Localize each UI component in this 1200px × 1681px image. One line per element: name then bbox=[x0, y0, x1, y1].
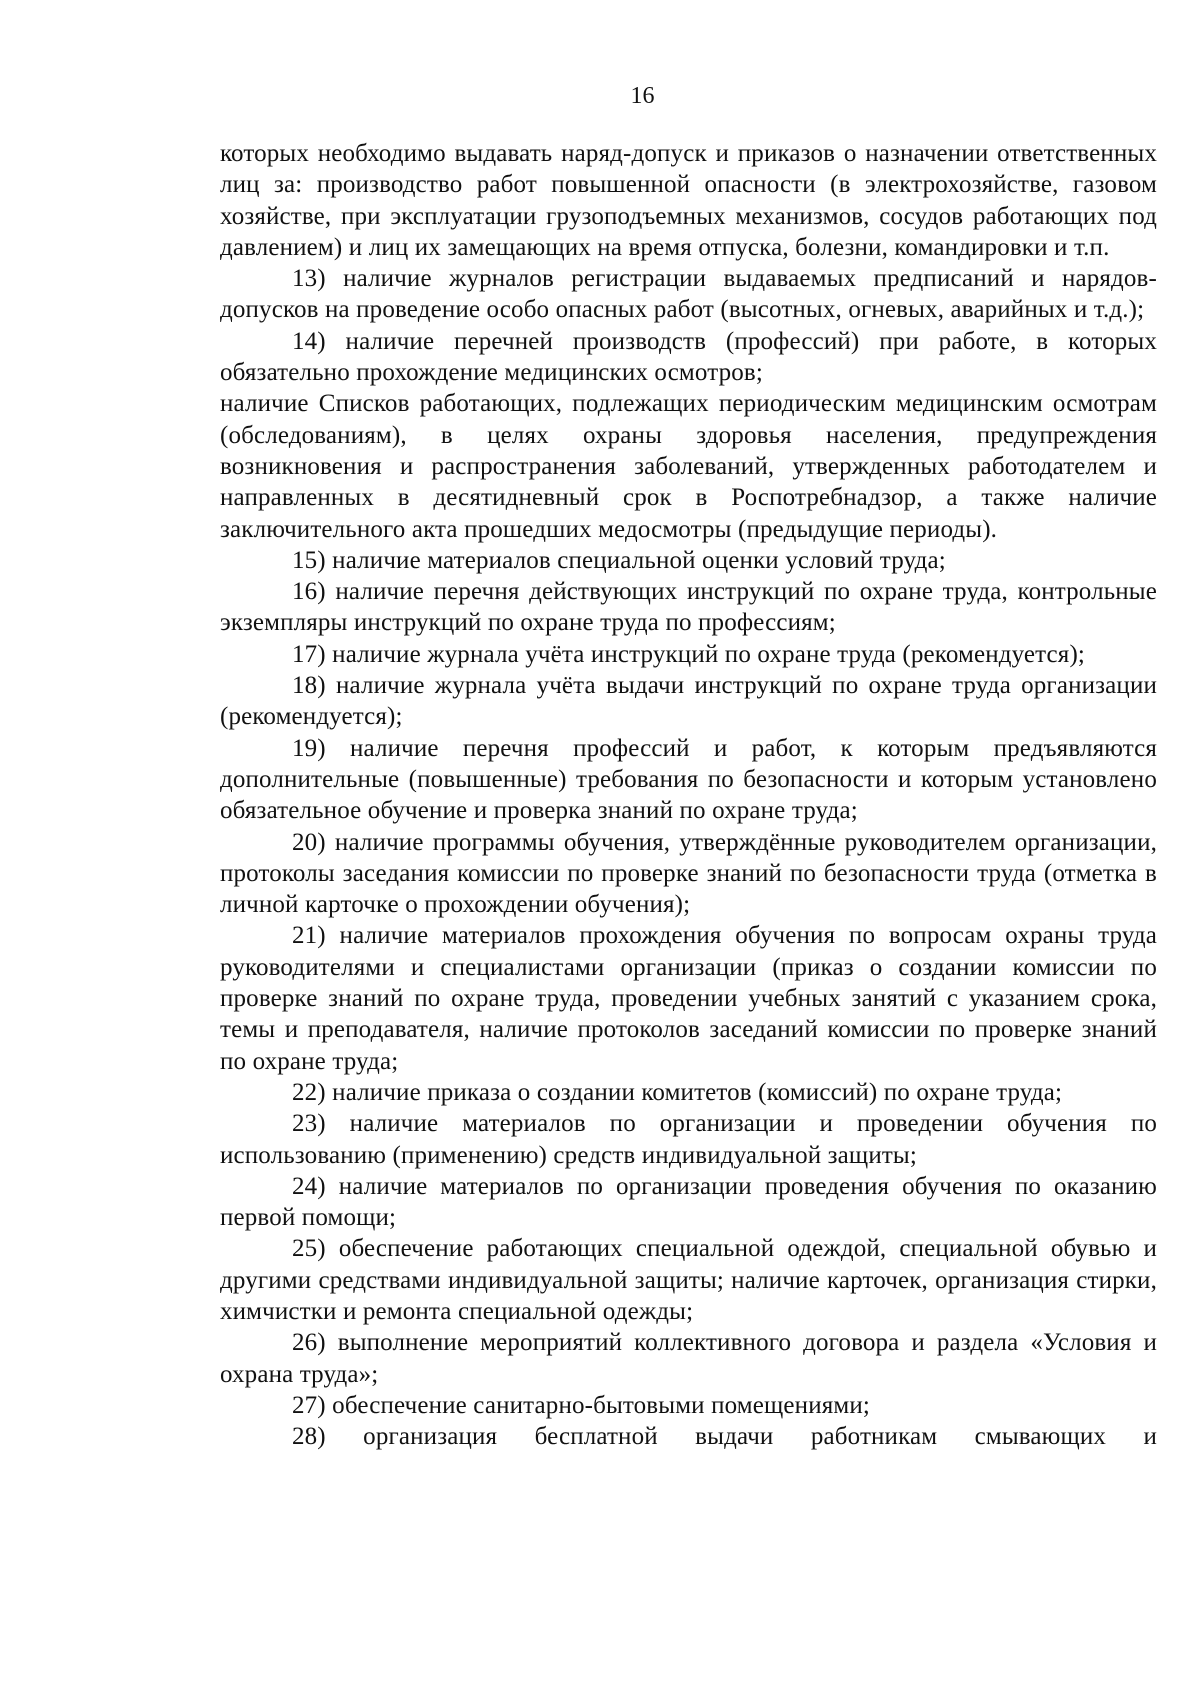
paragraph-item-22: 22) наличие приказа о создании комитетов (комиссий) по охране труда; bbox=[292, 1078, 1063, 1106]
paragraph-item-21: 21) наличие материалов прохождения обучения по вопросам охраны труда руководителями и специалистами организации (приказ о создании комиссии по проверке знаний по охране труда, проведении учебных занятий с указанием срока, темы и преподавателя, наличие протоколов заседаний комиссии по проверке знаний по охране труда; bbox=[220, 922, 1157, 1075]
paragraph-item-25: 25) обеспечение работающих специальной одеждой, специальной обувью и другими средствами индивидуальной защиты; наличие карточек, организация стирки, химчистки и ремонта специальной одежды; bbox=[220, 1235, 1157, 1325]
paragraph-item-14: 14) наличие перечней производств (профессий) при работе, в которых обязательно прохождение медицинских осмотров; bbox=[220, 327, 1157, 387]
document-body bbox=[220, 138, 1157, 1452]
paragraph-item-19: 19) наличие перечня профессий и работ, к которым предъявляются дополнительные (повышенные) требования по безопасности и которым установлено обязательное обучение и проверка знаний по охране труда; bbox=[220, 734, 1157, 825]
paragraph-item-24: 24) наличие материалов по организации проведения обучения по оказанию первой помощи; bbox=[220, 1172, 1157, 1232]
paragraph-item-17: 17) наличие журнала учёта инструкций по охране труда (рекомендуется); bbox=[292, 640, 1086, 668]
page-number: 16 bbox=[630, 83, 655, 109]
paragraph-item-26: 26) выполнение мероприятий коллективного договора и раздела «Условия и охрана труда»; bbox=[220, 1329, 1157, 1388]
paragraph-item-16: 16) наличие перечня действующих инструкций по охране труда, контрольные экземпляры инструкций по охране труда по профессиям; bbox=[220, 578, 1157, 637]
paragraph-item-28: 28) организация бесплатной выдачи работникам смывающих и bbox=[292, 1423, 1157, 1451]
paragraph-item-18: 18) наличие журнала учёта выдачи инструкций по охране труда организации (рекомендуется); bbox=[220, 672, 1157, 731]
paragraph-continuation: которых необходимо выдавать наряд-допуск и приказов о назначении ответственных лиц за: производство работ повышенной опасности (в электрохозяйстве, газовом хозяйстве, при эксплуатации грузоподъемных механизмов, сосудов работающих под давлением) и лиц их замещающих на время отпуска, болезни, командировки и т.п. bbox=[220, 140, 1157, 261]
paragraph-item-15: 15) наличие материалов специальной оценки условий труда; bbox=[292, 546, 946, 574]
paragraph-medical-lists: наличие Списков работающих, подлежащих периодическим медицинским осмотрам (обследованиям), в целях охраны здоровья населения, предупреждения возникновения и распространения заболеваний, утвержденных работодателем и направленных в десятидневный срок в Роспотребнадзор, а также наличие заключительного акта прошедших медосмотры (предыдущие периоды). bbox=[220, 390, 1157, 543]
paragraph-item-20: 20) наличие программы обучения, утверждённые руководителем организации, протоколы заседания комиссии по проверке знаний по безопасности труда (отметка в личной карточке о прохождении обучения); bbox=[220, 828, 1157, 919]
paragraph-item-13: 13) наличие журналов регистрации выдаваемых предписаний и нарядов-допусков на проведение особо опасных работ (высотных, огневых, аварийных и т.д.); bbox=[220, 265, 1157, 324]
paragraph-item-23: 23) наличие материалов по организации и проведении обучения по использованию (применению) средств индивидуальной защиты; bbox=[220, 1110, 1157, 1169]
paragraph-item-27: 27) обеспечение санитарно-бытовыми помещениями; bbox=[292, 1391, 870, 1419]
